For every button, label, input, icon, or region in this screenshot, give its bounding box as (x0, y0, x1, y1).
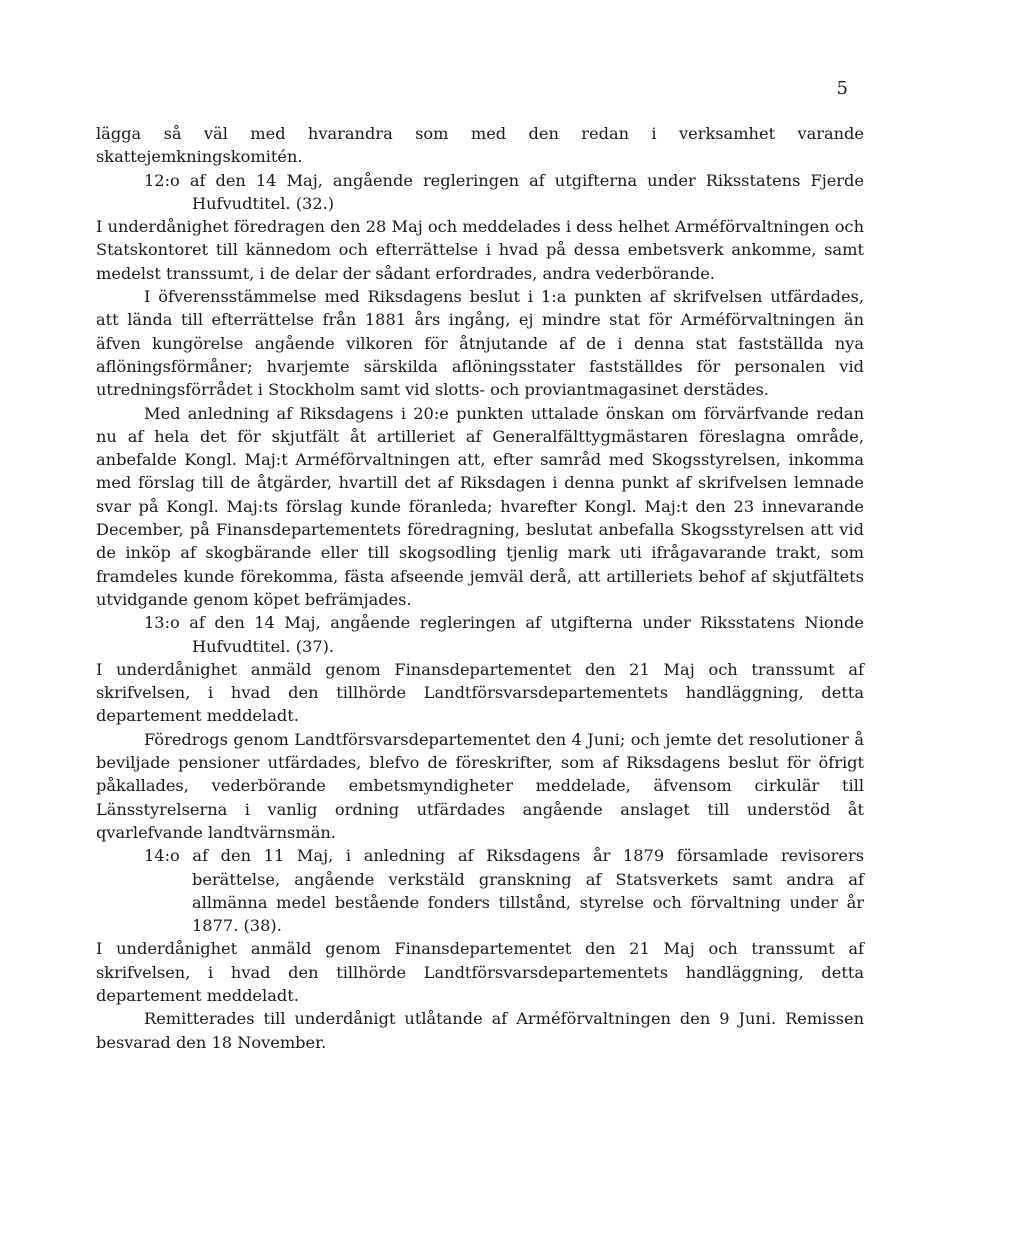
page-number: 5 (836, 78, 848, 99)
section-heading-13: 13:o af den 14 Maj, angående regleringen af utgifterna under Riksstatens Nionde Hufvudtitel. (37). (144, 613, 864, 656)
paragraph: I underdånighet anmäld genom Finansdepartementet den 21 Maj och transsumt af skrifvelsen, i hvad den tillhörde Landtförsvarsdepartementets handläggning, detta departement meddeladt. (96, 659, 864, 726)
paragraph: Remitterades till underdånigt utlåtande af Arméförvaltningen den 9 Juni. Remissen besvarad den 18 November. (96, 1009, 864, 1052)
paragraph: I underdånighet anmäld genom Finansdepartementet den 21 Maj och transsumt af skrifvelsen, i hvad den tillhörde Landtförsvarsdepartementets handläggning, detta departement meddeladt. (96, 939, 864, 1005)
paragraph: Med anledning af Riksdagens i 20:e punkten uttalade önskan om förvärfvande redan nu af hela det för skjutfält åt artilleriet af Generalfälttygmästaren föreslagna område, anbefalde Kongl. Maj:t Arméförvaltningen att, efter samråd med Skogsstyrelsen, inkomma med förslag till de åtgärder, hvartill det af Riksdagen i denna punkt af skrifvelsen lemnade svar på Kongl. Maj:ts förslag kunde föranleda; hvarefter Kongl. Maj:t den 23 innevarande December, på Finansdepartementets föredragning, beslutat anbefalla Skogsstyrelsen att vid de inköp af skogbärande eller till skogsodling tjenlig mark uti ifrågavarande trakt, som framdeles kunde förekomma, fästa afseende jemväl derå, att artilleriets behof af skjutfältets utvidgande genom köpet befrämjades. (96, 403, 864, 609)
section-heading-14: 14:o af den 11 Maj, i anledning af Riksdagens år 1879 församlade revisorers berättelse, angående verkstäld granskning af Statsverkets samt andra af allmänna medel bestående fonders tillstånd, styrelse och förvaltning under år 1877. (38). (144, 846, 864, 936)
paragraph: I öfverensstämmelse med Riksdagens beslut i 1:a punkten af skrifvelsen utfärdades, att lända till efterrättelse från 1881 års ingång, ej mindre stat för Arméförvaltningen än äfven kungörelse angående vilkoren för åtnjutande af de i denna stat fastställda nya aflöningsförmåner; hvarjemte särskilda aflöningsstater fastställdes för personalen vid utredningsförrådet i Stockholm samt vid slotts- och proviantmagasinet derstädes. (96, 287, 864, 400)
section-heading-12: 12:o af den 14 Maj, angående regleringen af utgifterna under Riksstatens Fjerde Hufvudtitel. (32.) (144, 170, 864, 213)
paragraph-continuation: lägga så väl med hvarandra som med den redan i verksamhet varande skattejemkningskomitén. (96, 124, 864, 167)
paragraph: Föredrogs genom Landtförsvarsdepartementet den 4 Juni; och jemte det resolutioner å beviljade pensioner utfärdades, blefvo de föreskrifter, som af Riksdagens beslut för öfrigt påkallades, vederbörande embetsmyndigheter meddelade, äfvensom cirkulär till Länsstyrelserna i vanlig ordning utfärdades angående anslaget till understöd åt qvarlefvande landtvärnsmän. (96, 729, 864, 842)
body-text (96, 122, 864, 1054)
paragraph: I underdånighet föredragen den 28 Maj och meddelades i dess helhet Arméförvaltningen och Statskontoret till kännedom och efterrättelse i hvad på dessa embetsverk ankomme, samt medelst transsumt, i de delar der sådant erfordrades, andra vederbörande. (96, 217, 864, 283)
